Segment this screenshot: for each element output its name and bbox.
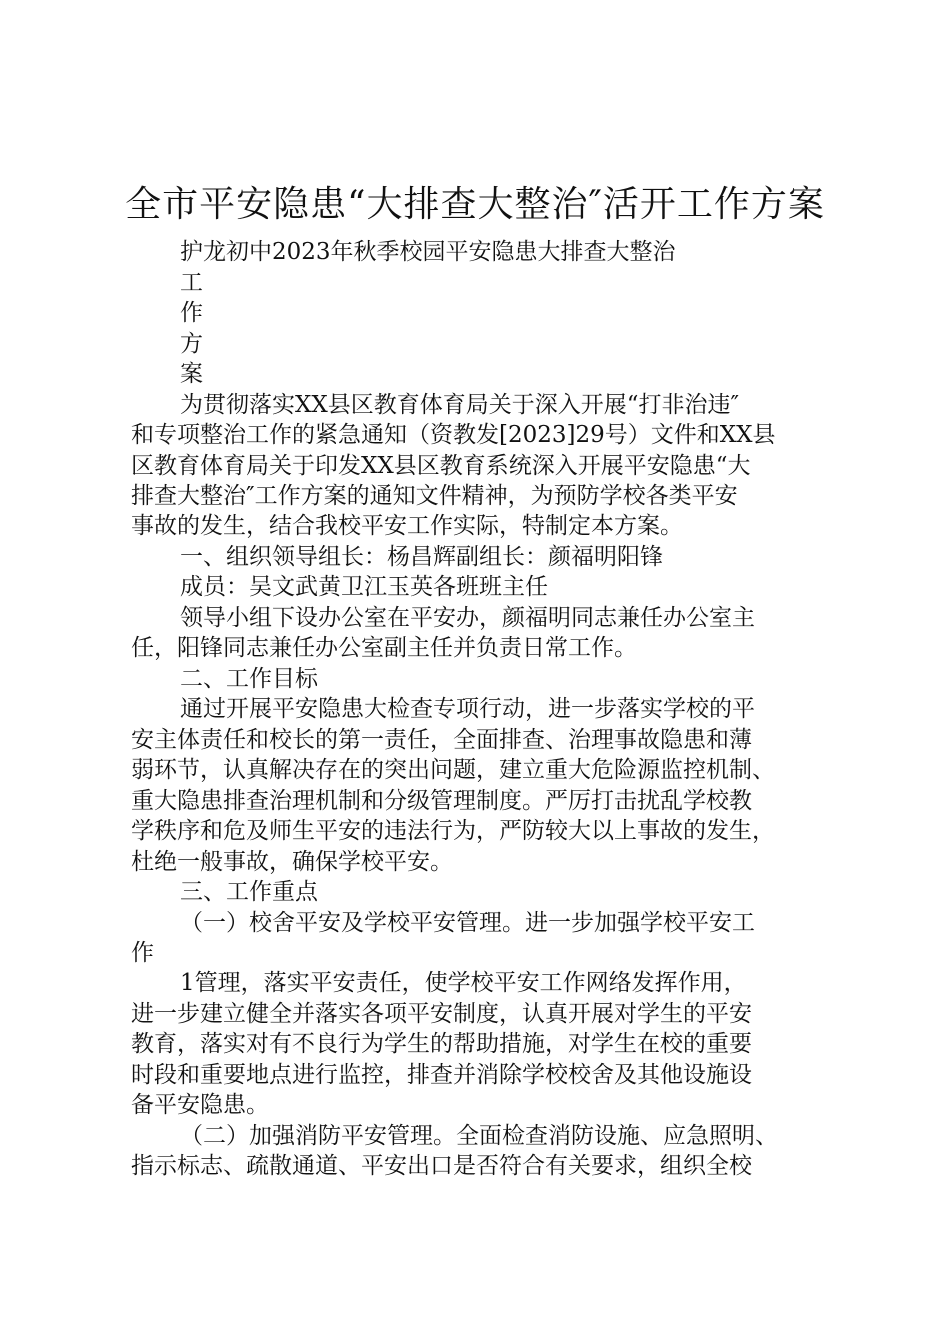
paragraph-line: 排查大整治″工作方案的通知文件精神，为预防学校各类平安 xyxy=(131,483,738,509)
paragraph-line: 1管理，落实平安责任，使学校平安工作网络发挥作用， xyxy=(180,970,747,996)
subtitle-line: 护龙初中2023年秋季校园平安隐患大排查大整治 xyxy=(180,239,676,265)
paragraph-line: 成员：吴文武黄卫江玉英各班班主任 xyxy=(180,574,548,600)
paragraph-line: 弱环节，认真解决存在的突出问题，建立重大危险源监控机制、 xyxy=(131,757,775,783)
section-heading: 三、工作重点 xyxy=(180,879,318,905)
paragraph-line: 学秩序和危及师生平安的违法行为，严防较大以上事故的发生， xyxy=(131,818,775,844)
paragraph-line: 为贯彻落实XX县区教育体育局关于深入开展“打非治违″ xyxy=(180,392,740,418)
paragraph-line: 进一步建立健全并落实各项平安制度，认真开展对学生的平安 xyxy=(131,1001,752,1027)
paragraph-line: （一）校舍平安及学校平安管理。进一步加强学校平安工 xyxy=(180,910,755,936)
subtitle-char: 方 xyxy=(180,331,203,357)
subtitle-char: 案 xyxy=(180,361,203,387)
paragraph-line: 备平安隐患。 xyxy=(131,1092,269,1118)
section-heading: 一、组织领导组长：杨昌辉副组长：颜福明阳锋 xyxy=(180,544,663,570)
paragraph-line: 和专项整治工作的紧急通知（资教发[2023]29号）文件和XX县 xyxy=(131,422,776,448)
paragraph-line: 时段和重要地点进行监控，排查并消除学校校舍及其他设施设 xyxy=(131,1062,752,1088)
subtitle-char: 作 xyxy=(180,300,203,326)
paragraph-line: 任，阳锋同志兼任办公室副主任并负责日常工作。 xyxy=(131,635,637,661)
paragraph-line: 事故的发生，结合我校平安工作实际，特制定本方案。 xyxy=(131,513,683,539)
paragraph-line: 安主体责任和校长的第一责任，全面排查、治理事故隐患和薄 xyxy=(131,727,752,753)
section-heading: 二、工作目标 xyxy=(180,666,318,692)
paragraph-line: 教育，落实对有不良行为学生的帮助措施，对学生在校的重要 xyxy=(131,1031,752,1057)
paragraph-line: 重大隐患排查治理机制和分级管理制度。严厉打击扰乱学校教 xyxy=(131,788,752,814)
subtitle-char: 工 xyxy=(180,270,203,296)
paragraph-line: 领导小组下设办公室在平安办，颜福明同志兼任办公室主 xyxy=(180,605,755,631)
paragraph-line: 作 xyxy=(131,940,154,966)
paragraph-line: 杜绝一般事故，确保学校平安。 xyxy=(131,849,453,875)
paragraph-line: （二）加强消防平安管理。全面检查消防设施、应急照明、 xyxy=(180,1123,778,1149)
paragraph-line: 指示标志、疏散通道、平安出口是否符合有关要求，组织全校 xyxy=(131,1153,752,1179)
paragraph-line: 通过开展平安隐患大检查专项行动，进一步落实学校的平 xyxy=(180,696,755,722)
document-title: 全市平安隐患“大排查大整治″活开工作方案 xyxy=(125,184,825,225)
paragraph-line: 区教育体育局关于印发XX县区教育系统深入开展平安隐患“大 xyxy=(131,453,751,479)
